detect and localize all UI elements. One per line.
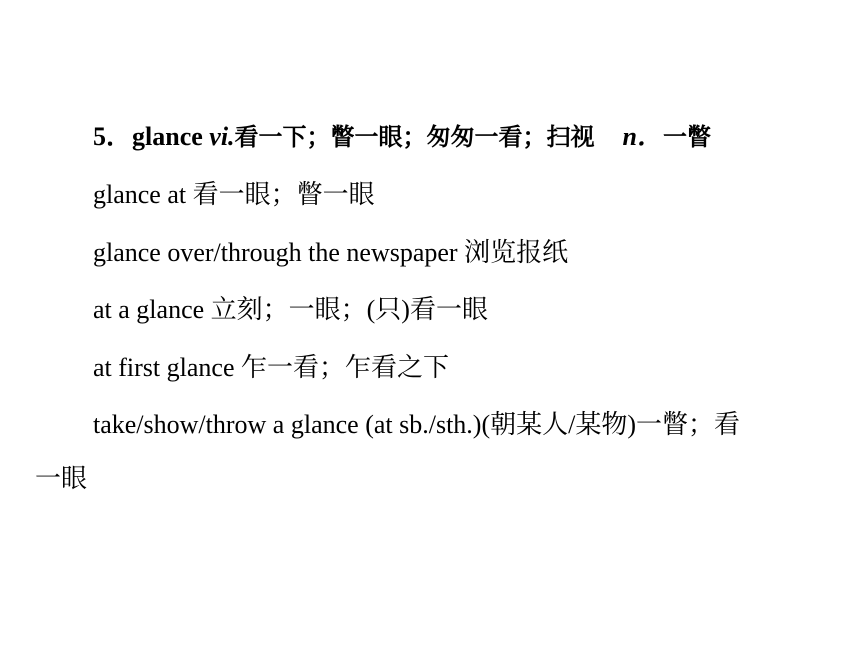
entry-noun-meaning: 一瞥 bbox=[663, 123, 712, 151]
phrase-line: at first glance 乍一看；乍看之下 bbox=[93, 353, 449, 382]
phrase-line: glance at 看一眼；瞥一眼 bbox=[93, 180, 375, 209]
entry-verb-meaning: 看一下；瞥一眼；匆匆一看；扫视 bbox=[234, 123, 595, 151]
phrase-line: glance over/through the newspaper 浏览报纸 bbox=[93, 238, 569, 267]
entry-pos-verb: vi. bbox=[209, 122, 235, 151]
phrase-line-continued: 一眼 bbox=[35, 464, 88, 493]
entry-number: 5． bbox=[93, 122, 133, 151]
entry-pos-noun: n． bbox=[622, 122, 664, 151]
phrase-line: at a glance 立刻；一眼；(只)看一眼 bbox=[93, 295, 488, 324]
entry-heading bbox=[93, 121, 711, 153]
entry-word: glance bbox=[132, 122, 203, 151]
phrase-line: take/show/throw a glance (at sb./sth.)(朝某人/某物)一瞥；看 bbox=[93, 410, 740, 439]
